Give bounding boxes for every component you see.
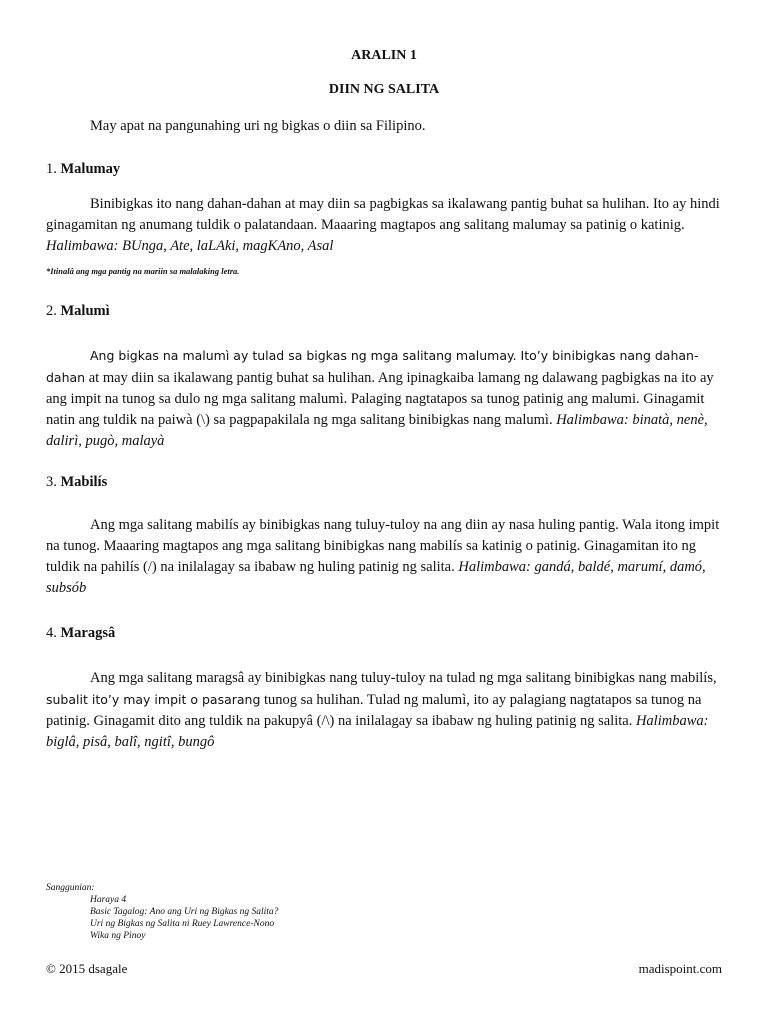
section-text-sans: Ang bigkas na malumì ay tulad sa bigkas ng mga salitang malumay. Ito’y binibigkas nang dahan-dahan xyxy=(46,348,699,385)
section-text: Ang mga salitang maragsâ ay binibigkas nang tuluy-tuloy na tulad ng mga salitang binibigkas nang mabilís, xyxy=(90,670,717,686)
intro-text: May apat na pangunahing uri ng bigkas o diin sa Filipino. xyxy=(90,118,426,134)
section-number: 4. xyxy=(46,625,57,641)
section-number: 1. xyxy=(46,161,57,177)
section-example: Halimbawa: BUnga, Ate, laLAki, magKAno, Asal xyxy=(46,238,334,254)
reference-item: Uri ng Bigkas ng Salita ni Ruey Lawrence-Nono xyxy=(90,919,275,929)
section-text: tunog sa hulihan. Tulad ng malumì, ito ay palagiang nagtatapos sa tunog na patinig. Ginagamit dito ang tuldik na pakupyâ (/\) na inilalagay sa ibabaw ng huling patinig ng salita. xyxy=(46,692,702,729)
section-name: Maragsâ xyxy=(60,625,116,641)
section-text: at may diin sa ikalawang pantig buhat sa hulihan. Ang ipinagkaiba lamang ng dalawang pagbigkas na ito ay ang impit na tunog sa dulo ng mga salitang malumì. Palaging nagtatapos sa tunog patinig ang malumi. Ginagamit natin ang tuldik na paiwà (\) sa pagpapakilala ng mga salitang binibigkas nang malumì. xyxy=(46,370,714,428)
section-body-malumi xyxy=(46,345,726,452)
section-text-sans: subalit ito’y may impit o pasarang xyxy=(46,692,261,707)
footer-site: madispoint.com xyxy=(638,961,722,976)
lesson-title: DIIN NG SALITA xyxy=(328,82,440,97)
section-name: Mabilís xyxy=(60,474,108,490)
section-name: Malumay xyxy=(60,161,121,177)
section-text: Binibigkas ito nang dahan-dahan at may diin sa pagbigkas sa ikalawang pantig buhat sa hulihan. Ito ay hindi ginagamitan ng anumang tuldik o palatandaan. Maaaring magtapos ang salitang malumay sa patinig o katinig. xyxy=(46,196,720,233)
section-example: Halimbawa: binatà, nenè, dalirì, pugò, malayà xyxy=(46,412,708,449)
section-number: 2. xyxy=(46,303,57,319)
section-example: Halimbawa: gandá, baldé, marumí, damó, subsób xyxy=(46,559,706,596)
reference-item: Basic Tagalog: Ano ang Uri ng Bigkas ng Salita? xyxy=(90,907,279,917)
section-text: Ang mga salitang mabilís ay binibigkas nang tuluy-tuloy na ang diin ay nasa huling pantig. Wala itong impit na tunog. Maaaring magtapos ang mga salitang binibigkas nang mabilís sa katinig o patinig. Ginagamitan ito ng tuldik na pahilís (/) na inilalagay sa ibabaw ng huling patinig ng salita. xyxy=(46,517,720,575)
reference-item: Haraya 4 xyxy=(90,895,127,905)
section-body-maragsa xyxy=(46,667,726,753)
section-body-malumay xyxy=(46,194,726,257)
footnote-malumay: *Itinalâ ang mga pantig na mariin sa malalaking letra. xyxy=(46,266,240,276)
lesson-number: ARALIN 1 xyxy=(351,48,417,63)
section-number: 3. xyxy=(46,474,57,490)
references xyxy=(46,882,278,942)
section-heading-malumi xyxy=(46,303,110,320)
section-heading-malumay xyxy=(46,161,120,178)
section-heading-maragsa xyxy=(46,625,115,642)
references-label: Sanggunian: xyxy=(46,883,95,893)
reference-item: Wika ng Pinoy xyxy=(90,931,146,941)
footer-copyright: © 2015 dsagale xyxy=(46,961,128,976)
section-body-mabilis xyxy=(46,515,726,599)
section-name: Malumì xyxy=(60,303,110,319)
section-example: Halimbawa: biglâ, pisâ, balî, ngitî, bungô xyxy=(46,713,709,750)
section-heading-mabilis xyxy=(46,474,107,491)
